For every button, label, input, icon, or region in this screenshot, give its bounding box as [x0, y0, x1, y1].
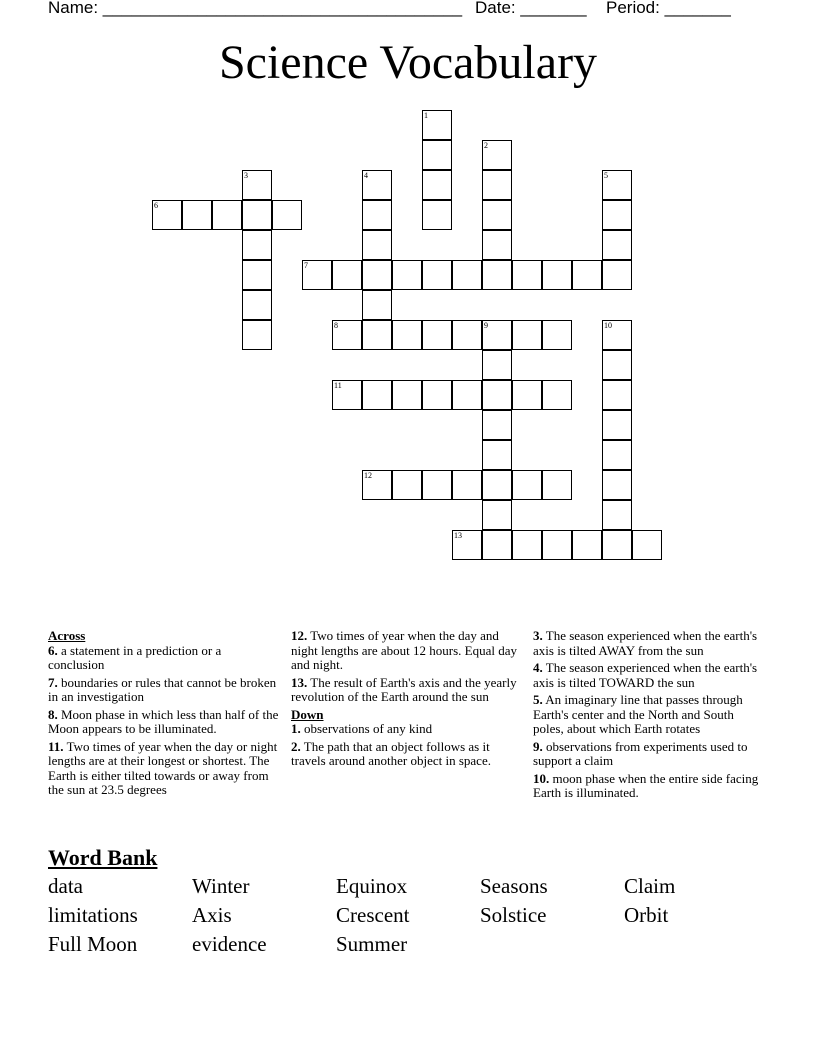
crossword-cell[interactable]: [302, 260, 332, 290]
crossword-cell[interactable]: [152, 200, 182, 230]
crossword-cell[interactable]: [452, 380, 482, 410]
clue-across-7: 7. boundaries or rules that cannot be broken in an investigation: [48, 674, 277, 704]
clue-number: 7: [304, 261, 308, 270]
crossword-cell[interactable]: [542, 470, 572, 500]
crossword-cell[interactable]: [602, 170, 632, 200]
crossword-cell[interactable]: [512, 530, 542, 560]
crossword-cell[interactable]: [542, 260, 572, 290]
word-bank-item: Seasons: [480, 874, 548, 898]
crossword-cell[interactable]: [602, 470, 632, 500]
clue-number: 6: [154, 201, 158, 210]
crossword-cell[interactable]: [602, 410, 632, 440]
crossword-cell[interactable]: [452, 260, 482, 290]
clue-down-10: 10. moon phase when the entire side facing Earth is illuminated.: [533, 770, 759, 800]
clue-down-5: 5. An imaginary line that passes through Earth's center and the North and South poles, about which Earth rotates: [533, 692, 743, 736]
crossword-cell[interactable]: [542, 530, 572, 560]
clue-number: 11: [334, 381, 342, 390]
crossword-cell[interactable]: [242, 260, 272, 290]
clue-down-4: 4. The season experienced when the earth's axis is tilted TOWARD the sun: [533, 660, 758, 690]
clue-down-9: 9. observations from experiments used to support a claim: [533, 738, 748, 768]
crossword-cell[interactable]: [602, 320, 632, 350]
clue-down-2: 2. The path that an object follows as it travels around another object in space.: [291, 738, 491, 768]
crossword-cell[interactable]: [452, 320, 482, 350]
crossword-cell[interactable]: [572, 530, 602, 560]
crossword-cell[interactable]: [602, 260, 632, 290]
clue-down-3: 3. The season experienced when the earth's axis is tilted AWAY from the sun: [533, 628, 758, 658]
crossword-cell[interactable]: [602, 500, 632, 530]
crossword-cell[interactable]: [542, 380, 572, 410]
clue-across-8: 8. Moon phase in which less than half of the Moon appears to be illuminated.: [48, 706, 279, 736]
crossword-cell[interactable]: [362, 230, 392, 260]
word-bank-title: Word Bank: [48, 845, 158, 870]
crossword-cell[interactable]: [572, 260, 602, 290]
crossword-cell[interactable]: [602, 530, 632, 560]
word-bank-item: Equinox: [336, 874, 408, 898]
crossword-cell[interactable]: [602, 200, 632, 230]
crossword-cell[interactable]: [212, 200, 242, 230]
clue-across-12: 12. Two times of year when the day and night lengths are about 12 hours. Equal day and night.: [291, 628, 518, 672]
crossword-cell[interactable]: [422, 260, 452, 290]
crossword-cell[interactable]: [512, 380, 542, 410]
crossword-cell[interactable]: [242, 230, 272, 260]
clue-number: 13: [454, 531, 462, 540]
clue-number: 1: [424, 111, 428, 120]
crossword-cell[interactable]: [542, 320, 572, 350]
clue-number: 5: [604, 171, 608, 180]
down-heading: Down: [291, 706, 324, 722]
crossword-cell[interactable]: [482, 440, 512, 470]
crossword-cell[interactable]: [422, 140, 452, 170]
crossword-cell[interactable]: [452, 470, 482, 500]
clue-number: 8: [334, 321, 338, 330]
crossword-cell[interactable]: [362, 260, 392, 290]
crossword-cell[interactable]: [392, 470, 422, 500]
crossword-cell[interactable]: [362, 290, 392, 320]
word-bank-item: Axis: [192, 903, 232, 927]
crossword-cell[interactable]: [482, 230, 512, 260]
crossword-cell[interactable]: [422, 380, 452, 410]
crossword-cell[interactable]: [362, 320, 392, 350]
crossword-cell[interactable]: [362, 470, 392, 500]
crossword-cell[interactable]: [512, 320, 542, 350]
crossword-cell[interactable]: [602, 230, 632, 260]
word-bank-item: Orbit: [624, 903, 669, 927]
crossword-cell[interactable]: [632, 530, 662, 560]
crossword-cell[interactable]: [452, 530, 482, 560]
crossword-cell[interactable]: [482, 170, 512, 200]
crossword-cell[interactable]: [332, 380, 362, 410]
crossword-cell[interactable]: [272, 200, 302, 230]
page-title: Science Vocabulary: [218, 36, 598, 89]
crossword-cell[interactable]: [422, 110, 452, 140]
word-bank-item: Summer: [336, 932, 408, 956]
word-bank-item: Claim: [624, 874, 676, 898]
word-bank-item: limitations: [48, 903, 138, 927]
clue-number: 2: [484, 141, 488, 150]
crossword-cell[interactable]: [332, 320, 362, 350]
word-bank-item: Full Moon: [48, 932, 138, 956]
clue-number: 4: [364, 171, 368, 180]
clues-column-3: [533, 629, 761, 804]
crossword-cell[interactable]: [602, 380, 632, 410]
clues-column-2: [291, 629, 523, 772]
crossword-cell[interactable]: [512, 470, 542, 500]
across-heading: Across: [48, 628, 86, 643]
crossword-cell[interactable]: [602, 440, 632, 470]
clue-across-11: 11. Two times of year when the day or night lengths are at their longest or shortest. The Earth is either tilted towards or away from the sun at 23.5 degrees: [48, 738, 278, 797]
crossword-cell[interactable]: [512, 260, 542, 290]
crossword-cell[interactable]: [482, 350, 512, 380]
clue-number: 12: [364, 471, 372, 480]
crossword-cell[interactable]: [482, 320, 512, 350]
crossword-cell[interactable]: [392, 320, 422, 350]
crossword-cell[interactable]: [482, 410, 512, 440]
clue-number: 10: [604, 321, 612, 330]
crossword-cell[interactable]: [422, 170, 452, 200]
crossword-cell[interactable]: [422, 470, 452, 500]
period-field-label: Period: _______: [606, 0, 731, 17]
name-field-label: Name: ______________________________________: [48, 0, 463, 17]
crossword-cell[interactable]: [332, 260, 362, 290]
clue-number: 9: [484, 321, 488, 330]
crossword-cell[interactable]: [482, 380, 512, 410]
crossword-cell[interactable]: [392, 380, 422, 410]
crossword-cell[interactable]: [482, 500, 512, 530]
clues-column-1: [48, 629, 280, 801]
crossword-cell[interactable]: [602, 350, 632, 380]
crossword-cell[interactable]: [242, 200, 272, 230]
word-bank-item: data: [48, 874, 83, 898]
clue-across-6: 6. a statement in a prediction or a conclusion: [48, 642, 222, 672]
word-bank-item: Solstice: [480, 903, 547, 927]
clue-number: 3: [244, 171, 248, 180]
crossword-cell[interactable]: [482, 140, 512, 170]
crossword-cell[interactable]: [362, 380, 392, 410]
crossword-cell[interactable]: [482, 470, 512, 500]
crossword-cell[interactable]: [362, 200, 392, 230]
crossword-cell[interactable]: [482, 530, 512, 560]
word-bank-item: Crescent: [336, 903, 410, 927]
crossword-cell[interactable]: [242, 170, 272, 200]
crossword-cell[interactable]: [422, 320, 452, 350]
crossword-cell[interactable]: [482, 200, 512, 230]
clue-across-13: 13. The result of Earth's axis and the yearly revolution of the Earth around the sun: [291, 674, 517, 704]
crossword-cell[interactable]: [482, 260, 512, 290]
crossword-cell[interactable]: [392, 260, 422, 290]
crossword-cell[interactable]: [182, 200, 212, 230]
crossword-cell[interactable]: [422, 200, 452, 230]
crossword-cell[interactable]: [242, 290, 272, 320]
word-bank-item: Winter: [192, 874, 250, 898]
clue-down-1: 1. observations of any kind: [291, 721, 433, 736]
crossword-cell[interactable]: [362, 170, 392, 200]
date-field-label: Date: _______: [475, 0, 587, 17]
crossword-cell[interactable]: [242, 320, 272, 350]
word-bank-item: evidence: [192, 932, 267, 956]
